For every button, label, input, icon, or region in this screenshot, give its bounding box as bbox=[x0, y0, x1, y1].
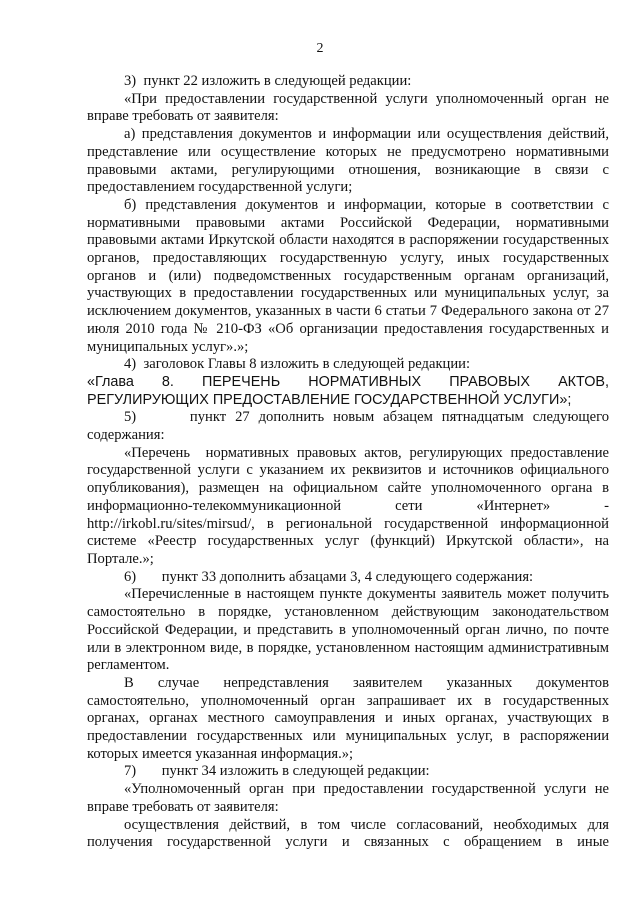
chapter-heading bbox=[87, 374, 609, 409]
non-submission-paragraph: В случае непредставления заявителем указанных документов самостоятельно, уполномоченный орган запрашивает их в государственных органах, органах местного самоуправления и иных органах, участвующих в предоставлении государственных или муниципальных услуг, в распоряжении которых имеется указанная информация.»; bbox=[87, 674, 609, 762]
authorized-body-paragraph: «Уполномоченный орган при предоставлении государственной услуги не вправе требовать от заявителя: bbox=[87, 781, 609, 815]
subitem-a-paragraph: а) представления документов и информации или осуществления действий, представление или осуществление которых не предусмотрено нормативными правовыми актами, регулирующими отношения, возникающие в связи с предоставлением государственной услуги; bbox=[87, 126, 609, 196]
documents-paragraph: «Перечисленные в настоящем пункте документы заявитель может получить самостоятельно в порядке, установленном действующим законодательством Российской Федерации, и представить в уполномоченный орган лично, по почте или в электронном виде, в порядке, установленном настоящим административным регламентом. bbox=[87, 586, 609, 674]
document-body bbox=[87, 73, 609, 852]
item-6-paragraph: 6) пункт 33 дополнить абзацами 3, 4 следующего содержания: bbox=[124, 568, 534, 585]
item-3-paragraph: 3) пункт 22 изложить в следующей редакции: bbox=[124, 73, 412, 89]
item-5-paragraph: 5) пункт 27 дополнить новым абзацем пятнадцатым следующего содержания: bbox=[87, 409, 609, 444]
quote-intro-paragraph: «При предоставлении государственной услуги уполномоченный орган не вправе требовать от заявителя: bbox=[87, 90, 609, 125]
chapter-heading-line-1: «Глава 8. ПЕРЕЧЕНЬ НОРМАТИВНЫХ ПРАВОВЫХ АКТОВ, bbox=[87, 373, 609, 390]
actions-paragraph: осуществления действий, в том числе согласований, необходимых для получения государственной услуги и связанных с обращением в иные bbox=[87, 816, 609, 851]
item-4-paragraph: 4) заголовок Главы 8 изложить в следующей редакции: bbox=[124, 356, 471, 373]
list-of-acts-paragraph: «Перечень нормативных правовых актов, регулирующих предоставление государственной услуги с указанием их реквизитов и источников официального опубликования), размещен на официальном сайте уполномоченного органа в информационно-телекоммуникационной сети «Интернет» - http://irkobl.ru/sites/mirsud/, в региональной государственной информационной системе «Реестр государственных услуг (функций) Иркутской области», на Портале.»; bbox=[87, 444, 609, 567]
chapter-heading-line-2: РЕГУЛИРУЮЩИХ ПРЕДОСТАВЛЕНИЕ ГОСУДАРСТВЕННОЙ УСЛУГИ»; bbox=[87, 391, 572, 408]
item-7-paragraph: 7) пункт 34 изложить в следующей редакции: bbox=[124, 763, 430, 780]
subitem-b-paragraph: б) представления документов и информации, которые в соответствии с нормативными правовыми актами Российской Федерации, нормативными правовыми актами Иркутской области находятся в распоряжении государственных органов, предоставляющих государственную услугу, иных государственных органов и (или) подведомственных государственным органам организаций, участвующих в предоставлении государственных или муниципальных услуг, за исключением документов, указанных в части 6 статьи 7 Федерального закона от 27 июля 2010 года № 210-ФЗ «Об организации предоставления государственных и муниципальных услуг».»; bbox=[87, 196, 609, 355]
page-number: 2 bbox=[316, 41, 324, 56]
